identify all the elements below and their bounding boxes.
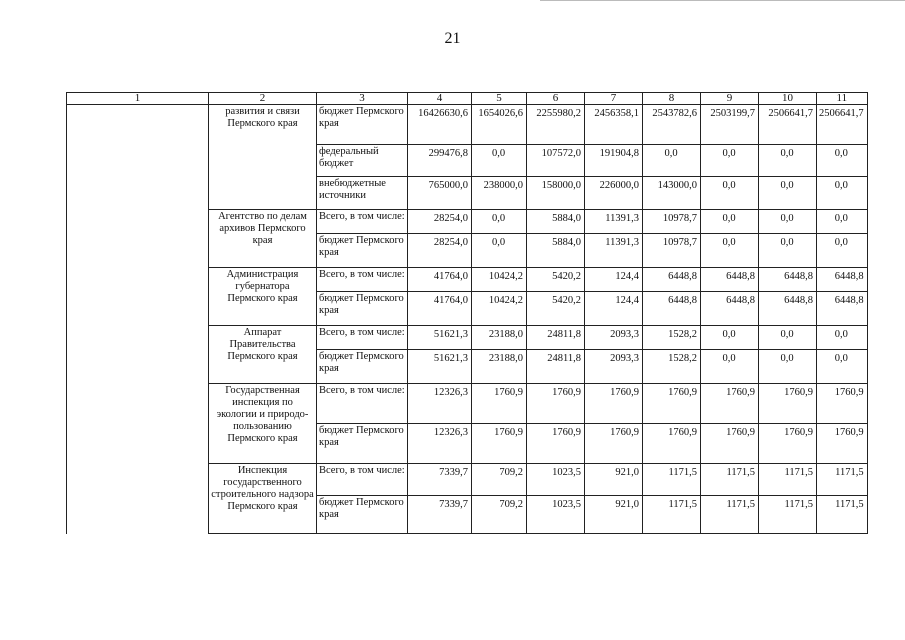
page-number: 21 (444, 30, 461, 47)
value-cell-col-5: 1760,9 (472, 424, 527, 464)
column-1-cell (67, 105, 209, 534)
value-cell-col-10: 1760,9 (759, 384, 817, 424)
organization-name: развития и связи Пермского края (209, 105, 317, 210)
funding-source: бюджет Пермского края (317, 292, 408, 326)
value-cell-col-5: 23188,0 (472, 326, 527, 350)
value-cell-col-11: 0,0 (817, 210, 868, 234)
value-cell-col-10: 6448,8 (759, 292, 817, 326)
column-header-4: 4 (408, 93, 472, 105)
value-cell-col-4: 51621,3 (408, 326, 472, 350)
value-cell-col-5: 1654026,6 (472, 105, 527, 145)
value-cell-col-10: 1760,9 (759, 424, 817, 464)
value-cell-col-5: 1760,9 (472, 384, 527, 424)
value-cell-col-4: 299476,8 (408, 145, 472, 177)
value-cell-col-11: 1171,5 (817, 464, 868, 496)
organization-name: Агентство по делам архивов Пермского края (209, 210, 317, 268)
value-cell-col-9: 0,0 (701, 145, 759, 177)
value-cell-col-4: 28254,0 (408, 234, 472, 268)
value-cell-col-5: 0,0 (472, 234, 527, 268)
column-header-1: 1 (67, 93, 209, 105)
column-header-10: 10 (759, 93, 817, 105)
value-cell-col-9: 0,0 (701, 234, 759, 268)
funding-source: бюджет Пермского края (317, 424, 408, 464)
value-cell-col-5: 709,2 (472, 464, 527, 496)
column-header-5: 5 (472, 93, 527, 105)
value-cell-col-11: 0,0 (817, 177, 868, 210)
value-cell-col-9: 1171,5 (701, 464, 759, 496)
value-cell-col-4: 7339,7 (408, 464, 472, 496)
table-row (67, 105, 868, 145)
value-cell-col-6: 5884,0 (527, 234, 585, 268)
value-cell-col-8: 10978,7 (643, 234, 701, 268)
column-header-8: 8 (643, 93, 701, 105)
organization-name: Аппарат Правительства Пермского края (209, 326, 317, 384)
value-cell-col-7: 191904,8 (585, 145, 643, 177)
value-cell-col-7: 11391,3 (585, 210, 643, 234)
value-cell-col-6: 1023,5 (527, 496, 585, 534)
value-cell-col-8: 6448,8 (643, 268, 701, 292)
organization-name: Администрация губернатора Пермского края (209, 268, 317, 326)
value-cell-col-4: 41764,0 (408, 268, 472, 292)
value-cell-col-7: 11391,3 (585, 234, 643, 268)
funding-source: Всего, в том числе: (317, 384, 408, 424)
value-cell-col-10: 6448,8 (759, 268, 817, 292)
value-cell-col-8: 1760,9 (643, 384, 701, 424)
value-cell-col-4: 12326,3 (408, 424, 472, 464)
value-cell-col-9: 1171,5 (701, 496, 759, 534)
value-cell-col-11: 6448,8 (817, 268, 868, 292)
value-cell-col-11: 1760,9 (817, 384, 868, 424)
value-cell-col-10: 0,0 (759, 326, 817, 350)
value-cell-col-5: 10424,2 (472, 292, 527, 326)
funding-source: Всего, в том числе: (317, 210, 408, 234)
value-cell-col-7: 124,4 (585, 292, 643, 326)
value-cell-col-8: 1528,2 (643, 350, 701, 384)
value-cell-col-11: 0,0 (817, 234, 868, 268)
value-cell-col-7: 921,0 (585, 496, 643, 534)
value-cell-col-9: 0,0 (701, 326, 759, 350)
value-cell-col-6: 2255980,2 (527, 105, 585, 145)
value-cell-col-9: 0,0 (701, 177, 759, 210)
value-cell-col-6: 1760,9 (527, 424, 585, 464)
value-cell-col-5: 238000,0 (472, 177, 527, 210)
funding-source: федеральный бюджет (317, 145, 408, 177)
value-cell-col-5: 0,0 (472, 210, 527, 234)
funding-source: Всего, в том числе: (317, 268, 408, 292)
value-cell-col-8: 10978,7 (643, 210, 701, 234)
table-header (67, 93, 868, 105)
funding-source: бюджет Пермского края (317, 234, 408, 268)
value-cell-col-7: 2456358,1 (585, 105, 643, 145)
value-cell-col-10: 1171,5 (759, 464, 817, 496)
column-header-9: 9 (701, 93, 759, 105)
value-cell-col-6: 1023,5 (527, 464, 585, 496)
value-cell-col-8: 143000,0 (643, 177, 701, 210)
value-cell-col-9: 1760,9 (701, 384, 759, 424)
funding-source: бюджет Пермского края (317, 496, 408, 534)
header-row (67, 93, 868, 105)
value-cell-col-8: 6448,8 (643, 292, 701, 326)
funding-source: Всего, в том числе: (317, 464, 408, 496)
value-cell-col-4: 28254,0 (408, 210, 472, 234)
value-cell-col-11: 1171,5 (817, 496, 868, 534)
column-header-11: 11 (817, 93, 868, 105)
funding-source: Всего, в том числе: (317, 326, 408, 350)
value-cell-col-4: 41764,0 (408, 292, 472, 326)
value-cell-col-6: 1760,9 (527, 384, 585, 424)
value-cell-col-8: 1171,5 (643, 464, 701, 496)
value-cell-col-9: 6448,8 (701, 292, 759, 326)
value-cell-col-6: 24811,8 (527, 350, 585, 384)
value-cell-col-9: 6448,8 (701, 268, 759, 292)
value-cell-col-10: 0,0 (759, 350, 817, 384)
value-cell-col-11: 0,0 (817, 145, 868, 177)
funding-source: бюджет Пермского края (317, 105, 408, 145)
value-cell-col-7: 2093,3 (585, 326, 643, 350)
column-header-7: 7 (585, 93, 643, 105)
value-cell-col-11: 6448,8 (817, 292, 868, 326)
column-header-3: 3 (317, 93, 408, 105)
value-cell-col-4: 765000,0 (408, 177, 472, 210)
value-cell-col-6: 107572,0 (527, 145, 585, 177)
budget-table (66, 92, 868, 534)
value-cell-col-11: 0,0 (817, 350, 868, 384)
value-cell-col-9: 0,0 (701, 210, 759, 234)
value-cell-col-7: 1760,9 (585, 384, 643, 424)
value-cell-col-10: 0,0 (759, 145, 817, 177)
value-cell-col-6: 5420,2 (527, 292, 585, 326)
value-cell-col-10: 2506641,7 (759, 105, 817, 145)
value-cell-col-8: 2543782,6 (643, 105, 701, 145)
value-cell-col-6: 5420,2 (527, 268, 585, 292)
value-cell-col-8: 1760,9 (643, 424, 701, 464)
value-cell-col-5: 0,0 (472, 145, 527, 177)
value-cell-col-10: 1171,5 (759, 496, 817, 534)
value-cell-col-4: 51621,3 (408, 350, 472, 384)
value-cell-col-11: 0,0 (817, 326, 868, 350)
value-cell-col-8: 1528,2 (643, 326, 701, 350)
value-cell-col-8: 0,0 (643, 145, 701, 177)
value-cell-col-9: 0,0 (701, 350, 759, 384)
value-cell-col-5: 709,2 (472, 496, 527, 534)
value-cell-col-7: 921,0 (585, 464, 643, 496)
column-header-6: 6 (527, 93, 585, 105)
value-cell-col-6: 158000,0 (527, 177, 585, 210)
value-cell-col-8: 1171,5 (643, 496, 701, 534)
value-cell-col-4: 12326,3 (408, 384, 472, 424)
value-cell-col-10: 0,0 (759, 234, 817, 268)
value-cell-col-7: 1760,9 (585, 424, 643, 464)
value-cell-col-11: 1760,9 (817, 424, 868, 464)
value-cell-col-9: 1760,9 (701, 424, 759, 464)
organization-name: Государственная инспекция по экологии и природо-пользованию Пермского края (209, 384, 317, 464)
value-cell-col-10: 0,0 (759, 177, 817, 210)
value-cell-col-10: 0,0 (759, 210, 817, 234)
value-cell-col-5: 23188,0 (472, 350, 527, 384)
value-cell-col-4: 7339,7 (408, 496, 472, 534)
value-cell-col-6: 24811,8 (527, 326, 585, 350)
funding-source: бюджет Пермского края (317, 350, 408, 384)
top-edge-line (540, 0, 905, 1)
value-cell-col-5: 10424,2 (472, 268, 527, 292)
value-cell-col-7: 2093,3 (585, 350, 643, 384)
value-cell-col-7: 124,4 (585, 268, 643, 292)
value-cell-col-4: 16426630,6 (408, 105, 472, 145)
organization-name: Инспекция государственного строительного надзора Пермского края (209, 464, 317, 534)
funding-source: внебюджетные источники (317, 177, 408, 210)
value-cell-col-6: 5884,0 (527, 210, 585, 234)
value-cell-col-7: 226000,0 (585, 177, 643, 210)
value-cell-col-9: 2503199,7 (701, 105, 759, 145)
value-cell-col-11: 2506641,7 (817, 105, 868, 145)
column-header-2: 2 (209, 93, 317, 105)
table-body (67, 105, 868, 534)
